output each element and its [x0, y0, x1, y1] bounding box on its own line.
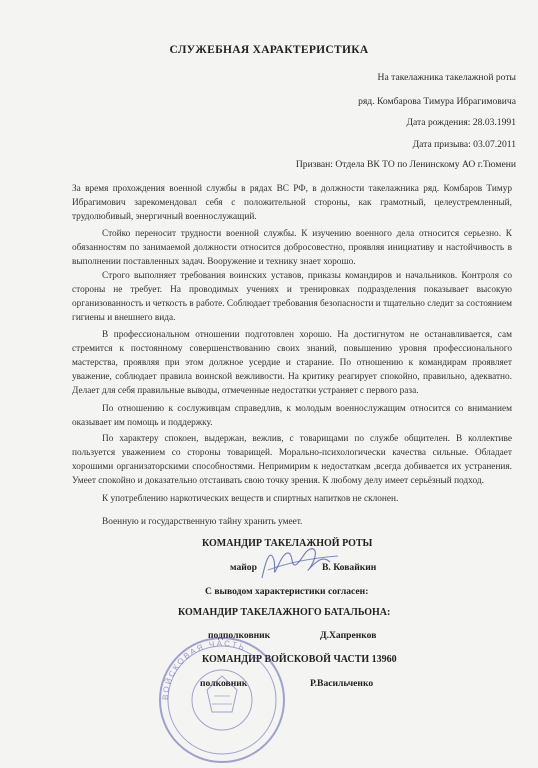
header-recipient: На такелажника такелажной роты	[377, 72, 516, 83]
paragraph-duties: Стойко переносит трудности военной службы. К изучению военного дела относится серьезно. К обязанностям по занимаемой должности относится добросовестно, проявляя инициативу и настойчивость в выполнении поставленных задач. Вооружение и технику знает хорошо.	[72, 229, 512, 267]
document-title: СЛУЖЕБНАЯ ХАРАКТЕРИСТИКА	[169, 44, 369, 56]
header-soldier-name: ряд. Комбарова Тимура Ибрагимовича	[358, 96, 516, 107]
battalion-commander-title: КОМАНДИР ТАКЕЛАЖНОГО БАТАЛЬОНА:	[178, 607, 391, 618]
paragraph-character: По характеру спокоен, выдержан, вежлив, с товарищами по службе общителен. В коллективе пользуется уважением со стороны товарищей. Морально-психологически качества сильные. Обладает хорошими организаторскими способностями. Непримирим к недостаткам ,всегда добивается их устранения. Умеет спокойно и доказательно отстаивать свою точку зрения. К любому делу имеет серьёзный подход.	[72, 434, 512, 486]
agreement-line: С выводом характеристики согласен:	[205, 586, 369, 597]
header-drafted-by: Призван: Отдела ВК ТО по Ленинскому АО г.Тюмени	[295, 159, 516, 170]
header-draft-date: Дата призыва: 03.07.2011	[412, 139, 516, 150]
battalion-commander-name: Д.Хапренков	[320, 630, 377, 641]
company-commander-name: В. Ковайкин	[322, 562, 377, 573]
unit-commander-name: Р.Васильченко	[310, 678, 374, 689]
paragraph-colleagues: По отношению к сослуживцам справедлив, к молодым военнослужащим относится со вниманием оказывает им помощь и поддержку.	[72, 404, 512, 428]
paragraph-secrecy: Военную и государственную тайну хранить умеет.	[102, 517, 303, 527]
company-commander-title: КОМАНДИР ТАКЕЛАЖНОЙ РОТЫ	[202, 538, 373, 549]
unit-commander-rank: полковник	[200, 678, 248, 689]
battalion-commander-rank: подполковник	[208, 630, 271, 641]
svg-text:ВОЙСКОВАЯ ЧАСТЬ	[161, 639, 248, 700]
paragraph-substances: К употреблению наркотических веществ и спиртных напитков не склонен.	[102, 494, 399, 504]
header-birth-date: Дата рождения: 28.03.1991	[406, 117, 516, 128]
paragraph-professional: В профессиональном отношении подготовлен хорошо. На достигнутом не останавливается, сам стремится к постоянному совершенствованию своих знаний, повышению уровня профессионального мастерства, проявляя при этом должное усердие и старание. По отношению к командирам проявляет уважение, соблюдает правила воинской вежливости. На критику реагирует спокойно, правильно, адекватно. Делает для себя правильные выводы, отмеченные недостатки устраняет с первого раза.	[72, 330, 512, 396]
paragraph-discipline: Строго выполняет требования воинских уставов, приказы командиров и начальников. Контроля со стороны не требует. На проводимых учениях и тренировках подразделения показывает высокую организованность и четкость в работе. Соблюдает требования безопасности и тщательно следит за состоянием гигиены и внешнего вида.	[72, 271, 512, 323]
stamp-text: ВОЙСКОВАЯ ЧАСТЬ	[160, 638, 248, 701]
paragraph-service: За время прохождения военной службы в рядах ВС РФ, в должности такелажника ряд. Комбаров Тимур Ибрагимович зарекомендовал себя с положительной стороны, как грамотный, целеустремленный, трудолюбивый, энергичный военнослужащий.	[72, 184, 512, 222]
unit-commander-title: КОМАНДИР ВОЙСКОВОЙ ЧАСТИ 13960	[202, 654, 397, 665]
company-commander-rank: майор	[230, 562, 257, 573]
